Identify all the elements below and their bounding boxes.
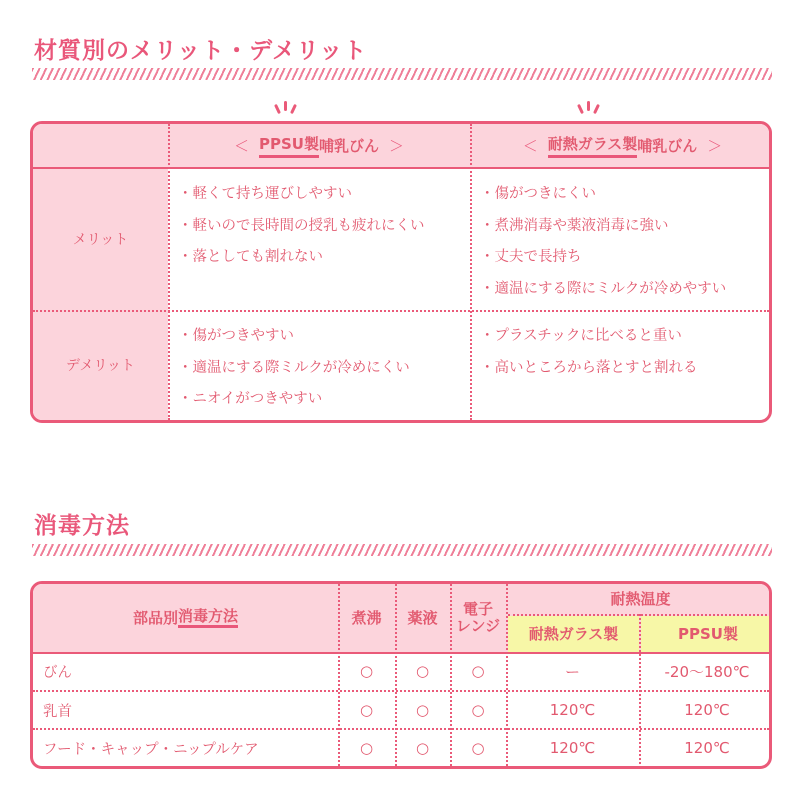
- row-label-bottle: びん: [43, 664, 72, 681]
- cell-boil: ○: [359, 739, 374, 757]
- cell-boil: ○: [359, 701, 374, 719]
- column-header-glass: [470, 124, 772, 167]
- cell-boil: ○: [359, 662, 374, 680]
- list-item: ・ プラスチックに比べると重い: [480, 321, 698, 353]
- cell-microwave: ○: [471, 662, 485, 680]
- list-item: ・ 丈夫で長持ち: [480, 242, 726, 274]
- column-header-ppsu-rest: 哺乳びん: [318, 137, 379, 155]
- cell-ppsu-temp: -20～180℃: [664, 662, 750, 681]
- ppsu-demerits-list: [168, 321, 410, 416]
- list-item: ・ 高いところから落とすと割れる: [480, 353, 698, 385]
- header-parts-label: 部品別: [132, 608, 178, 627]
- title-underline-hatch: [32, 68, 772, 80]
- cell-ppsu-temp: 120℃: [684, 701, 730, 719]
- cell-chemical: ○: [415, 701, 430, 719]
- row-label-demerit: デメリット: [33, 310, 168, 420]
- cell-glass-temp: ー: [564, 662, 580, 681]
- bracket-right: ＞: [707, 137, 723, 155]
- column-header-glass-label: 耐熱ガラス製: [548, 133, 638, 158]
- list-item: ・ 煮沸消毒や薬液消毒に強い: [480, 211, 726, 243]
- bracket-left: ＜: [233, 137, 249, 155]
- cell-glass-temp: 120℃: [549, 739, 596, 757]
- header-boil: 煮沸: [351, 608, 382, 627]
- accent-spark: [593, 104, 600, 114]
- glass-merits-list: [470, 179, 726, 305]
- header-heat-resistance: 耐熱温度: [610, 589, 671, 608]
- list-item: ・ 適温にする際にミルクが冷めやすい: [480, 274, 726, 306]
- accent-spark: [290, 104, 297, 114]
- list-item: ・ 傷がつきやすい: [178, 321, 410, 353]
- ppsu-merits-list: [168, 179, 425, 274]
- accent-spark: [577, 104, 584, 114]
- section-title-merits: 材質別のメリット・デメリット: [34, 38, 368, 64]
- header-microwave-line2: レンジ: [455, 617, 501, 635]
- glass-demerits-list: [470, 321, 698, 384]
- bracket-right: ＞: [389, 137, 405, 155]
- cell-ppsu-temp: 120℃: [684, 739, 730, 757]
- list-item: ・ 軽くて持ち運びしやすい: [178, 179, 425, 211]
- list-item: ・ 軽いので長時間の授乳も疲れにくい: [178, 211, 425, 243]
- header-microwave: [450, 584, 506, 652]
- cell-chemical: ○: [415, 739, 430, 757]
- cell-microwave: ○: [471, 739, 485, 757]
- column-header-ppsu-label: PPSU製: [259, 133, 319, 158]
- sterilization-table: [30, 581, 772, 769]
- cell-glass-temp: 120℃: [549, 701, 596, 719]
- column-header-ppsu: [168, 124, 470, 167]
- accent-spark: [284, 101, 287, 111]
- list-item: ・ ニオイがつきやすい: [178, 384, 410, 416]
- row-label-merit: メリット: [33, 167, 168, 310]
- header-glass: 耐熱ガラス製: [528, 624, 619, 643]
- row-label-nipple: 乳首: [43, 703, 72, 720]
- accent-spark: [274, 104, 281, 114]
- section-title-sterilization: 消毒方法: [34, 513, 130, 539]
- row-label-hood-cap: フード・キャップ・ニップルケア: [43, 741, 259, 758]
- cell-microwave: ○: [471, 701, 485, 719]
- column-header-glass-rest: 哺乳びん: [637, 137, 698, 155]
- bracket-left: ＜: [522, 137, 538, 155]
- list-item: ・ 適温にする際ミルクが冷めにくい: [178, 353, 410, 385]
- list-item: ・ 傷がつきにくい: [480, 179, 726, 211]
- cell-chemical: ○: [415, 662, 430, 680]
- header-divider: [33, 167, 769, 169]
- header-parts: [33, 584, 338, 652]
- header-chemical: 薬液: [407, 608, 438, 627]
- row-divider: [33, 310, 769, 312]
- title-underline-hatch: [32, 544, 772, 556]
- merits-table: [30, 121, 772, 423]
- list-item: ・ 落としても割れない: [178, 242, 425, 274]
- accent-spark: [587, 101, 590, 111]
- header-microwave-line1: 電子: [462, 600, 493, 618]
- header-parts-underlined: 消毒方法: [178, 608, 238, 628]
- header-ppsu: PPSU製: [678, 624, 738, 643]
